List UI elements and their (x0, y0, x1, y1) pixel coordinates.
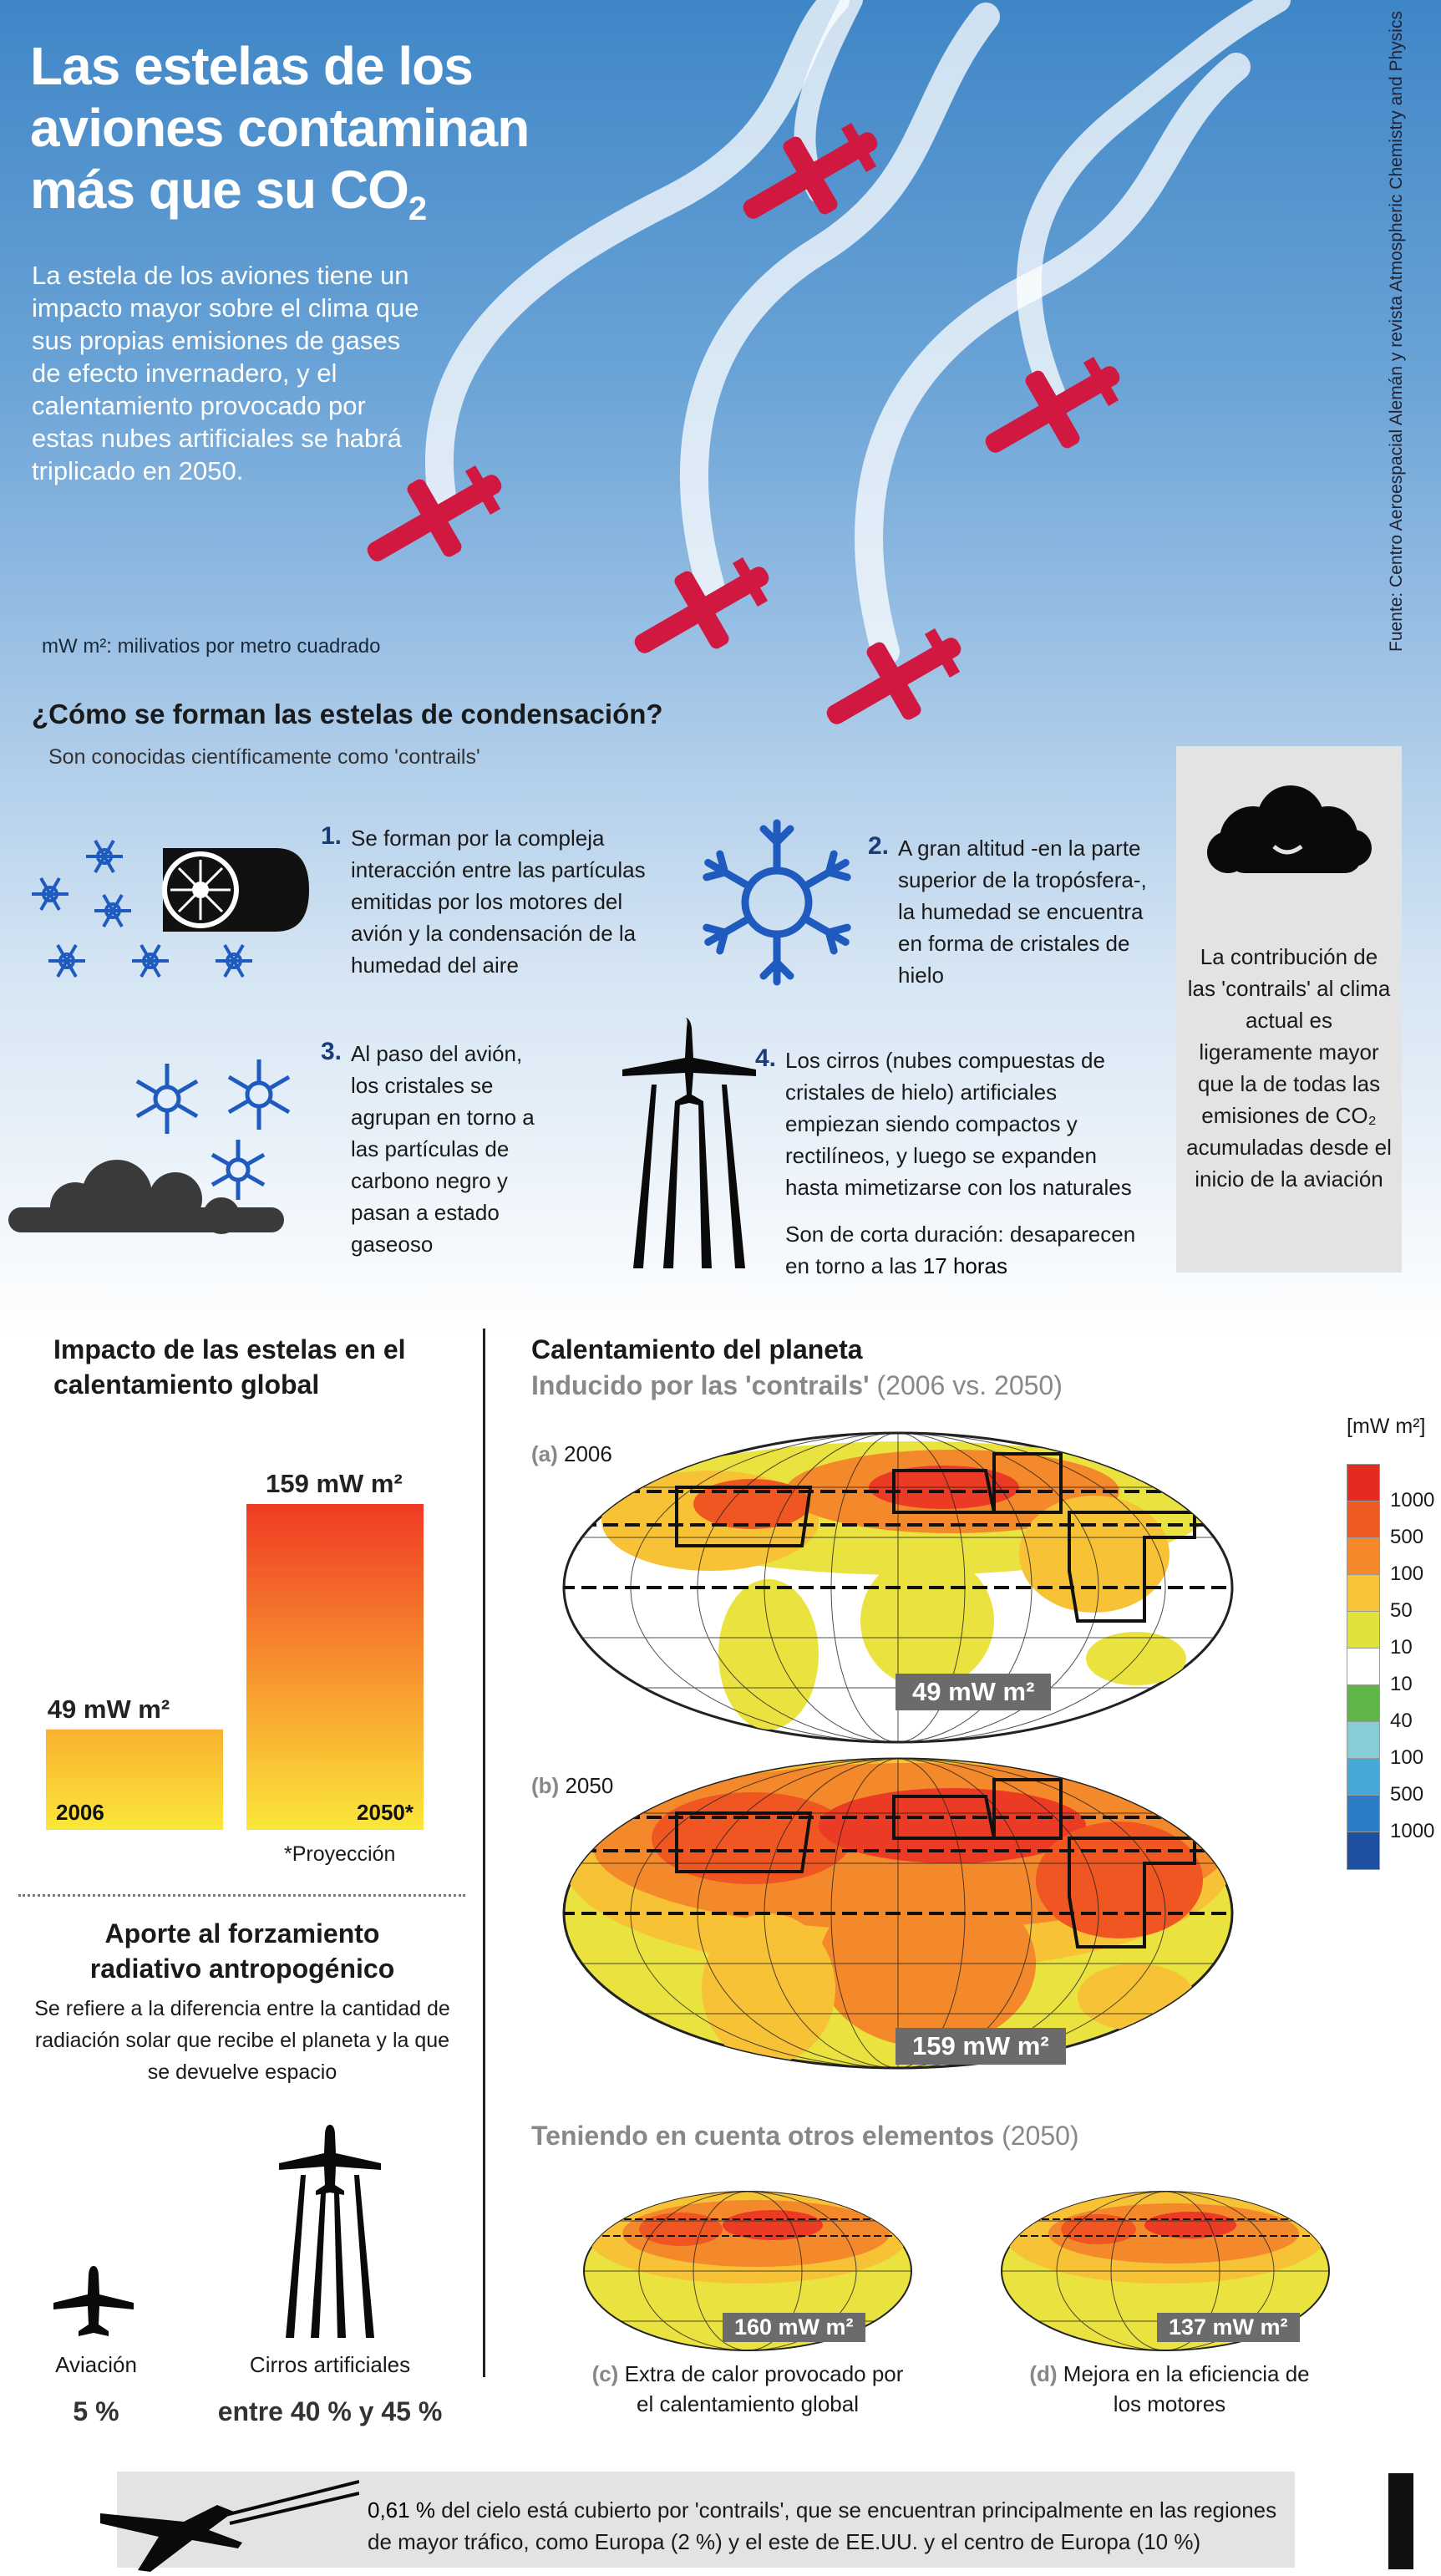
step-2-number: 2. (868, 832, 890, 860)
title-line-3: más que su $CO_2$ (30, 160, 427, 227)
step-3-number: 3. (321, 1038, 342, 1065)
intro-text: La estela de los aviones tiene un impacto mayor sobre el clima que sus propias emisiones de gases de efecto invernadero, y el calentamiento provocado por estas nubes artificiales se habrá triplicado en 2050. (32, 261, 419, 485)
legend-swatch (1347, 1611, 1380, 1649)
plane-icon (52, 2266, 135, 2341)
legend-unit: [mW m²] (1347, 1415, 1426, 1438)
legend-tick-label: 1000 (1390, 1820, 1435, 1842)
column-divider (483, 1329, 485, 2377)
map-c-value: 160 mW m² (723, 2313, 865, 2342)
legend-swatch (1347, 1795, 1380, 1833)
step-3 (321, 1038, 551, 1260)
legend-tick-label: 100 (1390, 1746, 1424, 1769)
bar-value-label: 49 mW m² (47, 1694, 170, 1724)
step-1-number: 1. (321, 822, 342, 850)
dark-cloud-crystals-icon (8, 1049, 301, 1249)
legend-swatch (1347, 1537, 1380, 1576)
step-4-text: Los cirros (nubes compuestas de cristales de hielo) artificiales empiezan siendo compactos y rectilíneos, y luego se expanden hasta mimetizarse con los naturales (785, 1048, 1132, 1200)
impact-bar-chart (25, 1412, 459, 1838)
unit-note: mW m²: milivatios por metro cuadrado (42, 635, 381, 658)
map-b-year: 2050 (565, 1773, 614, 1798)
legend-swatch (1347, 1758, 1380, 1796)
side-info-text: La contribución de las 'contrails' al clima actual es ligeramente mayor que la de todas las emisiones de CO₂ acumuladas desde el inicio de la aviación (1186, 944, 1392, 1191)
forcing-heading: Aporte al forzamiento radiativo antropogénico (89, 1918, 395, 1984)
plane-contrails-icon (618, 1018, 760, 1277)
map-a-label: (a) 2006 (531, 1441, 612, 1466)
legend-tick-label: 40 (1390, 1710, 1413, 1732)
warming-subheading: Inducido por las 'contrails' (2006 vs. 2050) (531, 1370, 1063, 1400)
title-subscript: 2 (408, 190, 427, 227)
plane-contrails-small-icon (276, 2125, 384, 2342)
aviation-value: 5 % (73, 2396, 119, 2426)
aviation-label: Aviación (55, 2352, 137, 2377)
title-line-1: Las estelas de los (30, 36, 473, 96)
legend-tick-label: 100 (1390, 1562, 1424, 1585)
legend-swatch (1347, 1721, 1380, 1760)
others-year: (2050) (1002, 2121, 1079, 2151)
legend-tick-label: 10 (1390, 1636, 1413, 1659)
legend-swatch (1347, 1464, 1380, 1502)
bar-value-label: 159 mW m² (266, 1469, 403, 1498)
formation-subheading: Son conocidas científicamente como 'contrails' (48, 745, 480, 769)
legend-tick-label: 1000 (1390, 1489, 1435, 1512)
bar-category-label: 2006 (56, 1800, 104, 1825)
engine-snowflakes-icon (17, 815, 317, 998)
warming-heading: Calentamiento del planeta (531, 1334, 863, 1364)
map-b-label: (b) 2050 (531, 1773, 614, 1798)
legend-swatch (1347, 1684, 1380, 1723)
bar-category-label: 2050* (357, 1800, 414, 1825)
efe-logo (1388, 2473, 1413, 2569)
map-d-caption: (d) Mejora en la eficiencia de los motores (1029, 2361, 1310, 2416)
step-2-text: A gran altitud -en la parte superior de la tropósfera-, la humedad se encuentra en forma de cristales de hielo (898, 836, 1147, 988)
footer-value: 0,61 % (368, 2497, 435, 2523)
step-3-text: Al paso del avión, los cristales se agrupan en torno a las partículas de carbono negro y pasan a estado gaseoso (351, 1041, 535, 1257)
cirrus-label: Cirros artificiales (249, 2352, 411, 2377)
source-note: Fuente: Centro Aeroespacial Alemán y revista Atmospheric Chemistry and Physics (1387, 11, 1406, 652)
legend-tick-label: 500 (1390, 1526, 1424, 1548)
legend-tick-label: 10 (1390, 1673, 1413, 1695)
map-b-value: 159 mW m² (896, 2028, 1066, 2065)
footer-text: 0,61 % del cielo está cubierto por 'contrails', que se encuentran principalmente en las regiones de mayor tráfico, como Europa (2 %) y el este de EE.UU. y el centro de Europa (10 %) (368, 2497, 1277, 2554)
step-2 (868, 832, 1149, 991)
map-c-caption: (c) Extra de calor provocado por el calentamiento global (591, 2361, 904, 2416)
duration-text: Son de corta duración: desaparecen en torno a las 17 horas (785, 1222, 1136, 1278)
legend-tick-label: 50 (1390, 1599, 1413, 1622)
duration-value: 17 horas (922, 1253, 1007, 1278)
map-a-value: 49 mW m² (896, 1674, 1051, 1710)
map-d-value: 137 mW m² (1157, 2313, 1300, 2342)
others-heading: Teniendo en cuenta otros elementos (2050) (531, 2121, 1079, 2151)
cirrus-value: entre 40 % y 45 % (217, 2396, 443, 2426)
world-map-2050 (560, 1755, 1236, 2072)
step-4 (755, 1044, 1136, 1203)
dotted-divider (18, 1894, 465, 1897)
legend-swatch (1347, 1832, 1380, 1870)
legend-swatch (1347, 1648, 1380, 1686)
forcing-description: Se refiere a la diferencia entre la cantidad de radiación solar que recibe el planeta y la que se devuelve espacio (34, 1997, 450, 2084)
step-1-text: Se forman por la compleja interacción entre las partículas emitidas por los motores del avión y la condensación de la humedad del aire (351, 826, 646, 978)
snowflake-icon (681, 815, 873, 990)
impact-heading: Impacto de las estelas en el calentamiento global (53, 1334, 406, 1400)
jet-silhouette-icon (92, 2472, 359, 2576)
legend-swatch (1347, 1574, 1380, 1613)
map-a-year: 2006 (564, 1441, 612, 1466)
formation-heading: ¿Cómo se forman las estelas de condensación? (32, 699, 663, 729)
legend-tick-label: 500 (1390, 1783, 1424, 1806)
page-title (30, 35, 565, 240)
title-line-2: aviones contaminan (30, 98, 530, 158)
bar-2050* (246, 1504, 424, 1830)
warming-range: (2006 vs. 2050) (876, 1370, 1063, 1400)
black-cloud-icon (1203, 781, 1378, 882)
step-1 (321, 822, 660, 981)
projection-note: *Proyección (284, 1842, 396, 1866)
step-4-number: 4. (755, 1044, 777, 1072)
legend-swatch (1347, 1501, 1380, 1539)
